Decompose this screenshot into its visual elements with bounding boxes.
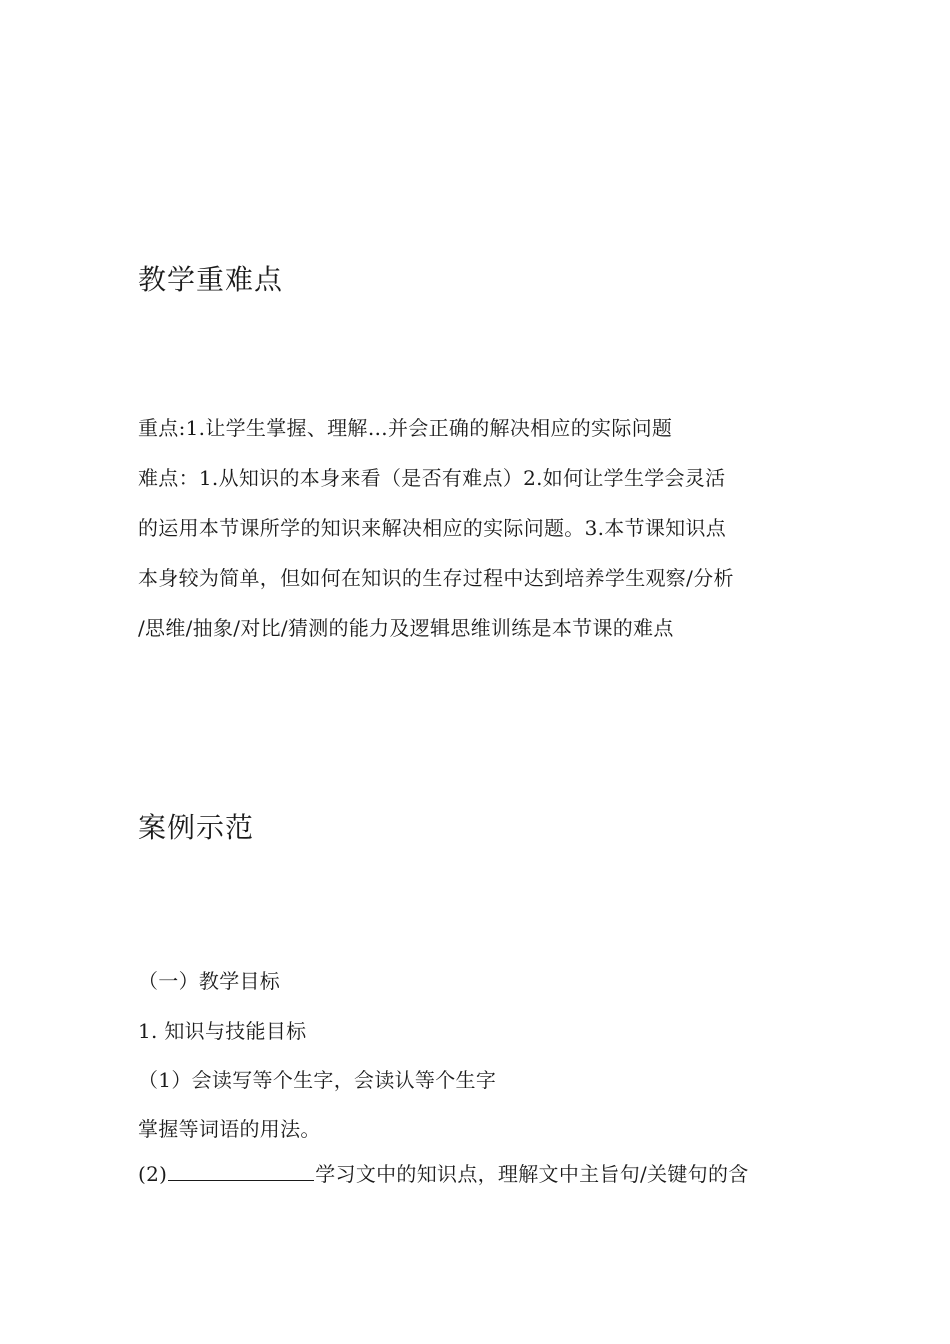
- paragraph-line: 难点：1.从知识的本身来看（是否有难点）2.如何让学生学会灵活: [138, 466, 726, 490]
- section-heading-key-points: 教学重难点: [138, 263, 284, 296]
- list-item: 1. 知识与技能目标: [138, 1019, 307, 1043]
- paragraph-line: 的运用本节课所学的知识来解决相应的实际问题。3.本节课知识点: [138, 516, 727, 540]
- fill-in-line: [138, 1160, 749, 1188]
- item-text: 学习文中的知识点，理解文中主旨句/关键句的含: [315, 1162, 749, 1186]
- paragraph-line: 本身较为简单，但如何在知识的生存过程中达到培养学生观察/分析: [138, 566, 734, 590]
- blank-underline: [168, 1162, 314, 1181]
- paragraph-line: /思维/抽象/对比/猜测的能力及逻辑思维训练是本节课的难点: [138, 616, 674, 640]
- section-heading-case-example: 案例示范: [138, 811, 255, 844]
- paragraph-line: 掌握等词语的用法。: [138, 1117, 321, 1141]
- list-item: （1）会读写等个生字，会读认等个生字: [138, 1068, 497, 1092]
- paragraph-line: 重点:1.让学生掌握、理解…并会正确的解决相应的实际问题: [138, 416, 673, 440]
- subsection-title: （一）教学目标: [138, 969, 281, 993]
- item-number: (2): [138, 1162, 168, 1186]
